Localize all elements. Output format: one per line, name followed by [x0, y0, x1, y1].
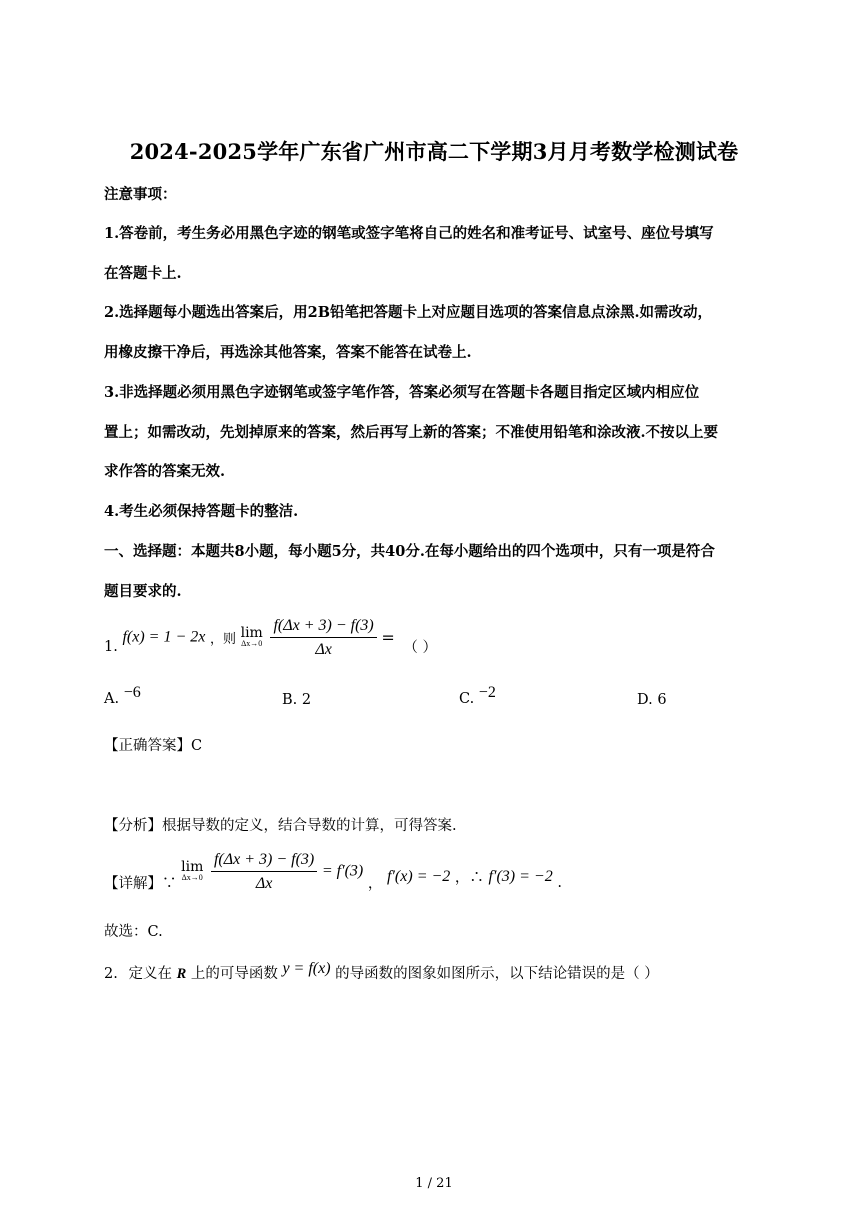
question-1	[104, 616, 437, 659]
question-2	[104, 962, 659, 983]
notes-heading: 注意事项：	[104, 186, 177, 203]
page-title: 2024-2025学年广东省广州市高二下学期3月月考数学检测试卷	[129, 139, 739, 164]
detail-fprime: f′(x) = −2	[386, 867, 451, 885]
question-2-number: 2.	[104, 966, 118, 982]
equals-sign: =	[381, 628, 395, 648]
note-4: 4.考生必须保持答题卡的整洁.	[104, 503, 299, 520]
detail-label: 【详解】∵	[104, 876, 177, 893]
question-1-fraction	[270, 616, 376, 659]
detail-result: f′(3) = −2	[488, 867, 553, 885]
question-2-text-after: 的导函数的图象如图所示，以下结论错误的是（ ）	[335, 966, 659, 982]
detail-fraction-denominator: Δx	[255, 875, 273, 893]
analysis: 【分析】根据导数的定义，结合导数的计算，可得答案.	[104, 818, 457, 834]
detail-separator-1: ，	[367, 876, 383, 893]
note-2-line-2: 用橡皮擦干净后，再选涂其他答案，答案不能答在试卷上.	[104, 344, 472, 361]
option-c	[459, 684, 496, 708]
section-1-line-1: 一、选择题：本题共8小题，每小题5分，共40分.在每小题给出的四个选项中，只有一项是符合	[104, 543, 715, 560]
option-b-label: B.	[282, 692, 298, 708]
note-1-line-1: 1.答卷前，考生务必用黑色字迹的钢笔或签字笔将自己的姓名和准考证号、试室号、座位号填写	[104, 225, 714, 242]
question-2-text-mid: 上的可导函数	[190, 966, 278, 982]
limit-subscript: Δx→0	[241, 639, 263, 649]
answer-paren: （ ）	[403, 640, 437, 657]
question-1-limit	[241, 626, 263, 649]
note-3-line-2: 置上；如需改动，先划掉原来的答案，然后再写上新的答案；不准使用铅笔和涂改液.不按以上要	[104, 424, 719, 441]
option-a-label: A.	[104, 691, 120, 707]
section-1-line-2: 题目要求的.	[104, 583, 182, 600]
note-2-line-1: 2.选择题每小题选出答案后，用2B铅笔把答题卡上对应题目选项的答案信息点涂黑.如需改动，	[104, 304, 713, 321]
question-1-number: 1.	[104, 638, 118, 655]
detail-limit-word: lim	[181, 859, 204, 876]
option-c-label: C.	[459, 691, 475, 707]
detail-separator-2: ，∴	[454, 870, 484, 887]
detail-limit	[181, 860, 203, 883]
fraction-denominator: Δx	[315, 641, 332, 659]
detail-fraction-numerator: f(Δx + 3) − f(3)	[211, 850, 317, 872]
detail-limit-subscript: Δx→0	[181, 873, 203, 883]
detail-fraction	[211, 850, 317, 893]
detail-end: .	[557, 874, 562, 891]
question-2-set-r: R	[176, 966, 187, 982]
option-d	[637, 692, 667, 708]
question-1-then: ，则	[209, 632, 236, 648]
limit-word: lim	[240, 625, 263, 642]
option-c-value: −2	[478, 684, 496, 701]
detail	[104, 850, 562, 893]
page-number: 1 / 21	[415, 1176, 453, 1191]
option-d-value: 6	[657, 692, 667, 708]
fraction-numerator: f(Δx + 3) − f(3)	[270, 616, 376, 638]
question-1-function: f(x) = 1 − 2x	[122, 628, 206, 646]
detail-equation: = f′(3)	[321, 862, 364, 880]
note-3-line-1: 3.非选择题必须用黑色字迹钢笔或签字笔作答，答案必须写在答题卡各题目指定区域内相应位	[104, 384, 700, 401]
option-d-label: D.	[637, 692, 653, 708]
question-2-function: y = f(x)	[282, 960, 331, 977]
option-b-value: 2	[301, 692, 312, 708]
question-2-text-before: 定义在	[128, 966, 172, 982]
option-a-value: −6	[123, 684, 141, 701]
note-3-line-3: 求作答的答案无效.	[104, 463, 226, 480]
note-1-line-2: 在答题卡上.	[104, 265, 182, 282]
correct-answer: 【正确答案】C	[104, 738, 203, 754]
option-b	[282, 692, 311, 708]
choose-answer: 故选：C.	[104, 924, 163, 940]
option-a	[104, 684, 141, 708]
